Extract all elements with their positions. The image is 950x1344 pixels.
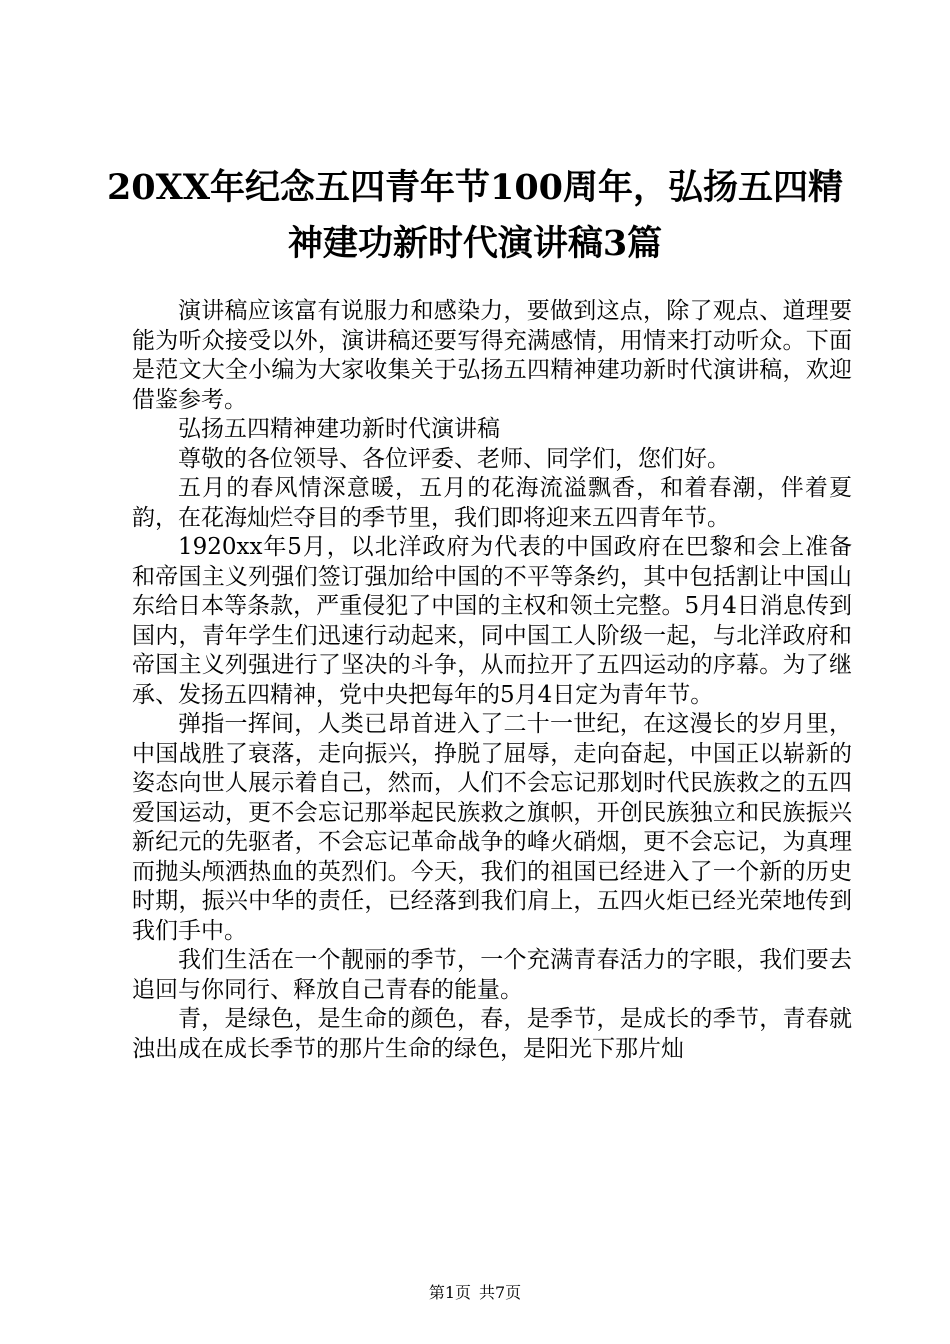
title-line-2: 神建功新时代演讲稿3篇	[287, 223, 663, 264]
body-paragraph: 五月的春风情深意暖，五月的花海流溢飘香，和着春潮，伴着夏韵，在花海灿烂夺目的季节里，我们即将迎来五四青年节。	[132, 475, 852, 531]
body-paragraph: 我们生活在一个靓丽的季节，一个充满青春活力的字眼，我们要去追回与你同行、释放自己青春的能量。	[132, 947, 852, 1003]
document-body	[132, 297, 852, 1064]
document-title	[100, 160, 850, 272]
body-paragraph: 弹指一挥间，人类已昂首进入了二十一世纪，在这漫长的岁月里，中国战胜了衰落，走向振兴，挣脱了屈辱，走向奋起，中国正以崭新的姿态向世人展示着自己，然而，人们不会忘记那划时代民族救之的五四爱国运动，更不会忘记那举起民族救之旗帜，开创民族独立和民族振兴新纪元的先驱者，不会忘记革命战争的峰火硝烟，更不会忘记，为真理而抛头颅洒热血的英烈们。今天，我们的祖国已经进入了一个新的历史时期，振兴中华的责任，已经落到我们肩上，五四火炬已经光荣地传到我们手中。	[132, 711, 852, 944]
page-number: 第1页	[428, 1283, 471, 1302]
salutation-paragraph: 尊敬的各位领导、各位评委、老师、同学们，您们好。	[178, 445, 730, 472]
page-footer	[0, 1283, 950, 1303]
body-paragraph: 1920xx年5月，以北洋政府为代表的中国政府在巴黎和会上准备和帝国主义列强们签订强加给中国的不平等条约，其中包括割让中国山东给日本等条款，严重侵犯了中国的主权和领土完整。5月4日消息传到国内，青年学生们迅速行动起来，同中国工人阶级一起，与北洋政府和帝国主义列强进行了坚决的斗争，从而拉开了五四运动的序幕。为了继承、发扬五四精神，党中央把每年的5月4日定为青年节。	[132, 534, 852, 708]
title-line-1: 20XX年纪念五四青年节100周年，弘扬五四精	[106, 167, 844, 208]
intro-paragraph: 演讲稿应该富有说服力和感染力，要做到这点，除了观点、道理要能为听众接受以外，演讲稿还要写得充满感情，用情来打动听众。下面是范文大全小编为大家收集关于弘扬五四精神建功新时代演讲稿，欢迎借鉴参考。	[132, 298, 852, 413]
page-total: 共7页	[479, 1283, 522, 1302]
speech-heading: 弘扬五四精神建功新时代演讲稿	[178, 416, 500, 442]
body-paragraph: 青，是绿色，是生命的颜色，春，是季节，是成长的季节，青春就浊出成在成长季节的那片生命的绿色，是阳光下那片灿	[132, 1006, 852, 1062]
